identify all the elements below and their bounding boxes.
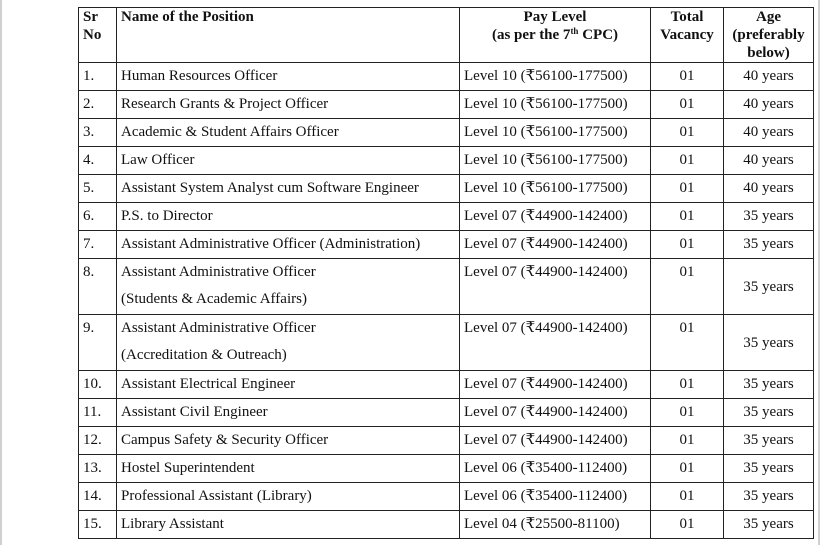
cell-vacancy: 01: [651, 511, 724, 539]
cell-pay-level: Level 07 (₹44900-142400): [460, 259, 651, 315]
cell-pay-level: Level 07 (₹44900-142400): [460, 427, 651, 455]
cell-age: 35 years: [724, 399, 814, 427]
header-pay-level: [460, 8, 651, 63]
cell-position-name: Academic & Student Affairs Officer: [117, 119, 460, 147]
header-pay-line2-prefix: (as per the 7: [491, 27, 571, 43]
cell-pay-level: Level 07 (₹44900-142400): [460, 231, 651, 259]
cell-pay-level: Level 07 (₹44900-142400): [460, 315, 651, 371]
header-pay-line2-suffix: CPC): [578, 27, 619, 43]
cell-vacancy: 01: [651, 147, 724, 175]
cell-sr-no: 13.: [79, 455, 117, 483]
table-row: [79, 147, 814, 175]
cell-sr-no: 11.: [79, 399, 117, 427]
header-age-line3: below): [747, 45, 790, 61]
table-row: [79, 91, 814, 119]
cell-vacancy: 01: [651, 371, 724, 399]
cell-vacancy: 01: [651, 119, 724, 147]
cell-pay-level: Level 07 (₹44900-142400): [460, 399, 651, 427]
table-row: [79, 231, 814, 259]
table-header: [79, 8, 814, 63]
cell-age: 40 years: [724, 91, 814, 119]
cell-vacancy: 01: [651, 91, 724, 119]
cell-age: 35 years: [724, 427, 814, 455]
cell-vacancy: 01: [651, 203, 724, 231]
cell-vacancy: 01: [651, 175, 724, 203]
cell-position-name: Library Assistant: [117, 511, 460, 539]
header-pay-line2-sup: th: [570, 26, 579, 36]
cell-pay-level: Level 10 (₹56100-177500): [460, 119, 651, 147]
header-age: [724, 8, 814, 63]
cell-vacancy: 01: [651, 231, 724, 259]
table-row: [79, 63, 814, 91]
cell-pay-level: Level 10 (₹56100-177500): [460, 91, 651, 119]
header-sr-no: [79, 8, 117, 63]
table-row: [79, 399, 814, 427]
cell-position-name: [117, 315, 460, 371]
cell-age: 35 years: [724, 511, 814, 539]
cell-sr-no: 9.: [79, 315, 117, 371]
header-age-line1: Age: [756, 9, 781, 25]
cell-position-name: Research Grants & Project Officer: [117, 91, 460, 119]
table-row: [79, 511, 814, 539]
cell-vacancy: 01: [651, 63, 724, 91]
cell-vacancy: 01: [651, 427, 724, 455]
table-row: [79, 315, 814, 371]
cell-age: 40 years: [724, 119, 814, 147]
position-name-line2: (Students & Academic Affairs): [121, 291, 307, 307]
cell-position-name: Assistant Civil Engineer: [117, 399, 460, 427]
table-row: [79, 119, 814, 147]
cell-position-name: Campus Safety & Security Officer: [117, 427, 460, 455]
cell-position-name: Assistant Administrative Officer (Administration): [117, 231, 460, 259]
table-row: [79, 427, 814, 455]
positions-table: [78, 7, 814, 539]
header-total-vacancy: [651, 8, 724, 63]
cell-sr-no: 7.: [79, 231, 117, 259]
table-body: [79, 63, 814, 539]
cell-pay-level: Level 10 (₹56100-177500): [460, 147, 651, 175]
cell-position-name: Hostel Superintendent: [117, 455, 460, 483]
table-row: [79, 175, 814, 203]
cell-position-name: Human Resources Officer: [117, 63, 460, 91]
cell-position-name: Assistant System Analyst cum Software Engineer: [117, 175, 460, 203]
table-row: [79, 371, 814, 399]
cell-sr-no: 1.: [79, 63, 117, 91]
cell-pay-level: Level 10 (₹56100-177500): [460, 175, 651, 203]
cell-sr-no: 4.: [79, 147, 117, 175]
page-edge-left: [0, 0, 2, 545]
cell-pay-level: Level 07 (₹44900-142400): [460, 203, 651, 231]
cell-pay-level: Level 06 (₹35400-112400): [460, 483, 651, 511]
table-row: [79, 259, 814, 315]
cell-sr-no: 10.: [79, 371, 117, 399]
header-sr-line1: Sr: [83, 9, 98, 25]
cell-age: 35 years: [724, 371, 814, 399]
table-row: [79, 455, 814, 483]
cell-pay-level: Level 04 (₹25500-81100): [460, 511, 651, 539]
header-pay-line1: Pay Level: [523, 9, 587, 25]
header-row: [79, 8, 814, 63]
cell-age: 35 years: [724, 483, 814, 511]
cell-age: 35 years: [724, 231, 814, 259]
table-row: [79, 203, 814, 231]
cell-sr-no: 12.: [79, 427, 117, 455]
cell-pay-level: Level 06 (₹35400-112400): [460, 455, 651, 483]
cell-sr-no: 6.: [79, 203, 117, 231]
cell-sr-no: 15.: [79, 511, 117, 539]
header-vacancy-line1: Total: [670, 9, 704, 25]
cell-age: 35 years: [724, 315, 814, 371]
cell-position-name: [117, 259, 460, 315]
cell-vacancy: 01: [651, 259, 724, 315]
header-position-name: Name of the Position: [117, 8, 460, 63]
cell-sr-no: 5.: [79, 175, 117, 203]
cell-sr-no: 2.: [79, 91, 117, 119]
cell-sr-no: 14.: [79, 483, 117, 511]
position-name-line1: Assistant Administrative Officer: [121, 320, 316, 336]
position-name-line2: (Accreditation & Outreach): [121, 347, 287, 363]
position-name-line1: Assistant Administrative Officer: [121, 264, 316, 280]
cell-position-name: Law Officer: [117, 147, 460, 175]
cell-position-name: P.S. to Director: [117, 203, 460, 231]
cell-age: 35 years: [724, 203, 814, 231]
header-vacancy-line2: Vacancy: [660, 27, 714, 43]
table-row: [79, 483, 814, 511]
cell-sr-no: 8.: [79, 259, 117, 315]
cell-age: 40 years: [724, 63, 814, 91]
cell-position-name: Assistant Electrical Engineer: [117, 371, 460, 399]
cell-pay-level: Level 07 (₹44900-142400): [460, 371, 651, 399]
header-sr-line2: No: [83, 27, 102, 43]
cell-age: 35 years: [724, 259, 814, 315]
cell-position-name: Professional Assistant (Library): [117, 483, 460, 511]
cell-age: 40 years: [724, 147, 814, 175]
cell-age: 40 years: [724, 175, 814, 203]
cell-pay-level: Level 10 (₹56100-177500): [460, 63, 651, 91]
cell-vacancy: 01: [651, 455, 724, 483]
cell-vacancy: 01: [651, 399, 724, 427]
cell-age: 35 years: [724, 455, 814, 483]
cell-vacancy: 01: [651, 483, 724, 511]
cell-sr-no: 3.: [79, 119, 117, 147]
header-age-line2: (preferably: [732, 27, 805, 43]
cell-vacancy: 01: [651, 315, 724, 371]
